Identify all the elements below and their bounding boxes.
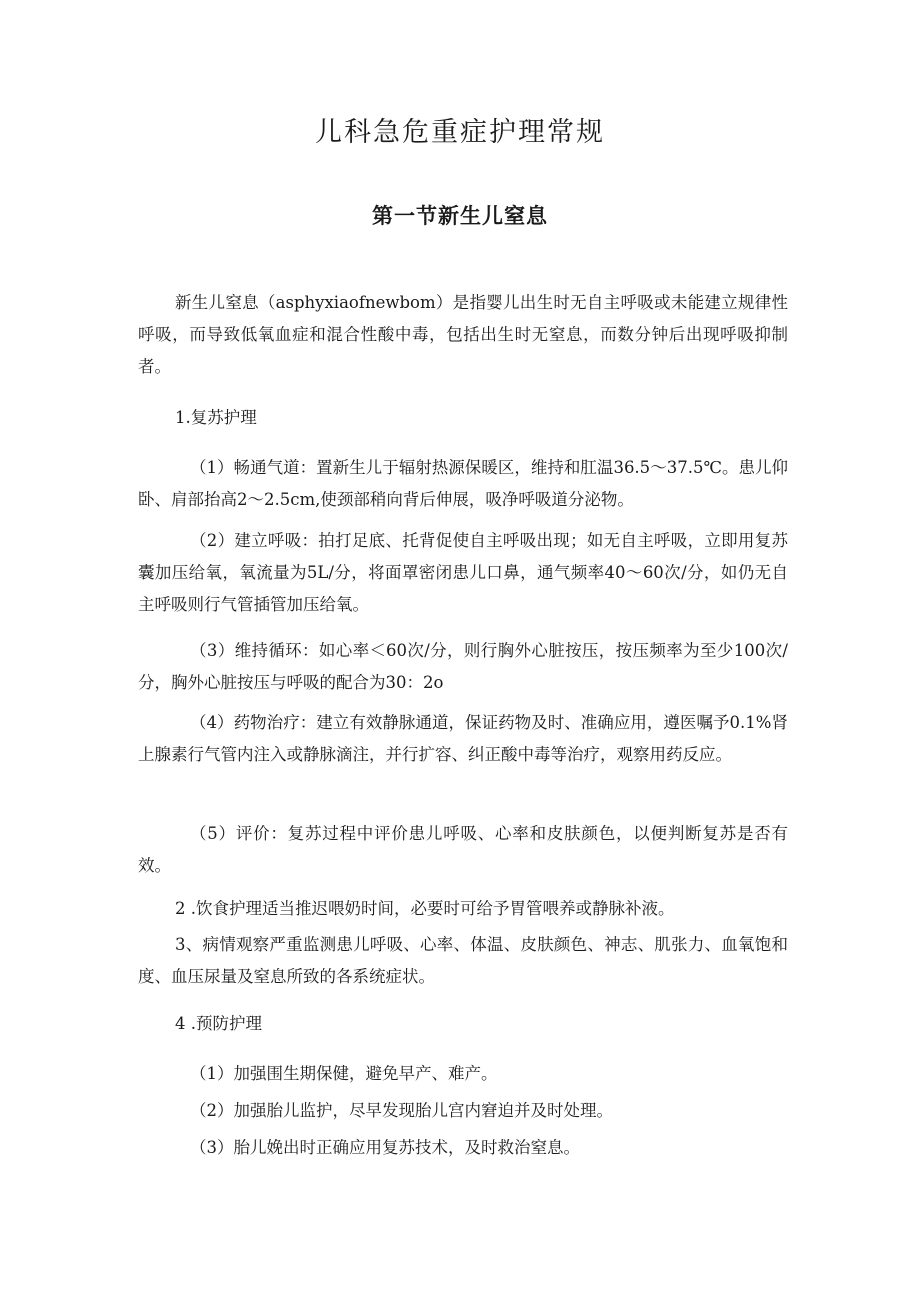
item2-paragraph: 2 .饮食护理适当推迟喂奶时间，必要时可给予胃管喂养或静脉补液。 [175, 899, 675, 918]
item3-paragraph: 3、病情观察严重监测患儿呼吸、心率、体温、皮肤颜色、神志、肌张力、血氧饱和度、血压尿量及窒息所致的各系统症状。 [138, 935, 788, 986]
item1-sub1: （1）畅通气道：置新生儿于辐射热源保暖区，维持和肛温36.5～37.5℃。患儿仰卧、肩部抬高2～2.5cm,使颈部稍向背后伸展，吸净呼吸道分泌物。 [138, 458, 788, 509]
section-title: 第一节新生儿窒息 [372, 203, 548, 228]
item1-sub3: （3）维持循环：如心率＜60次/分，则行胸外心脏按压，按压频率为至少100次/分，胸外心脏按压与呼吸的配合为30：2o [138, 641, 788, 692]
item4-sub1: （1）加强围生期保健，避免早产、难产。 [190, 1064, 498, 1083]
document-title: 儿科急危重症护理常规 [315, 117, 605, 148]
item1-sub5: （5）评价：复苏过程中评价患儿呼吸、心率和皮肤颜色，以便判断复苏是否有效。 [138, 824, 788, 875]
item4-sub3: （3）胎儿娩出时正确应用复苏技术，及时救治窒息。 [190, 1138, 580, 1157]
item1-heading: 1.复苏护理 [175, 408, 257, 427]
item4-heading: 4 .预防护理 [175, 1014, 262, 1033]
intro-paragraph: 新生儿窒息（asphyxiaofnewbom）是指婴儿出生时无自主呼吸或未能建立规律性呼吸，而导致低氧血症和混合性酸中毒，包括出生时无窒息，而数分钟后出现呼吸抑制者。 [138, 293, 788, 376]
item4-sub2: （2）加强胎儿监护，尽早发现胎儿宫内窘迫并及时处理。 [190, 1101, 613, 1120]
item1-sub2: （2）建立呼吸：拍打足底、托背促使自主呼吸出现；如无自主呼吸，立即用复苏囊加压给氧，氧流量为5L/分，将面罩密闭患儿口鼻，通气频率40～60次/分，如仍无自主呼吸则行气管插管加压给氧。 [138, 531, 788, 614]
item1-sub4: （4）药物治疗：建立有效静脉通道，保证药物及时、准确应用，遵医嘱予0.1%肾上腺素行气管内注入或静脉滴注，并行扩容、纠正酸中毒等治疗，观察用药反应。 [138, 713, 788, 764]
